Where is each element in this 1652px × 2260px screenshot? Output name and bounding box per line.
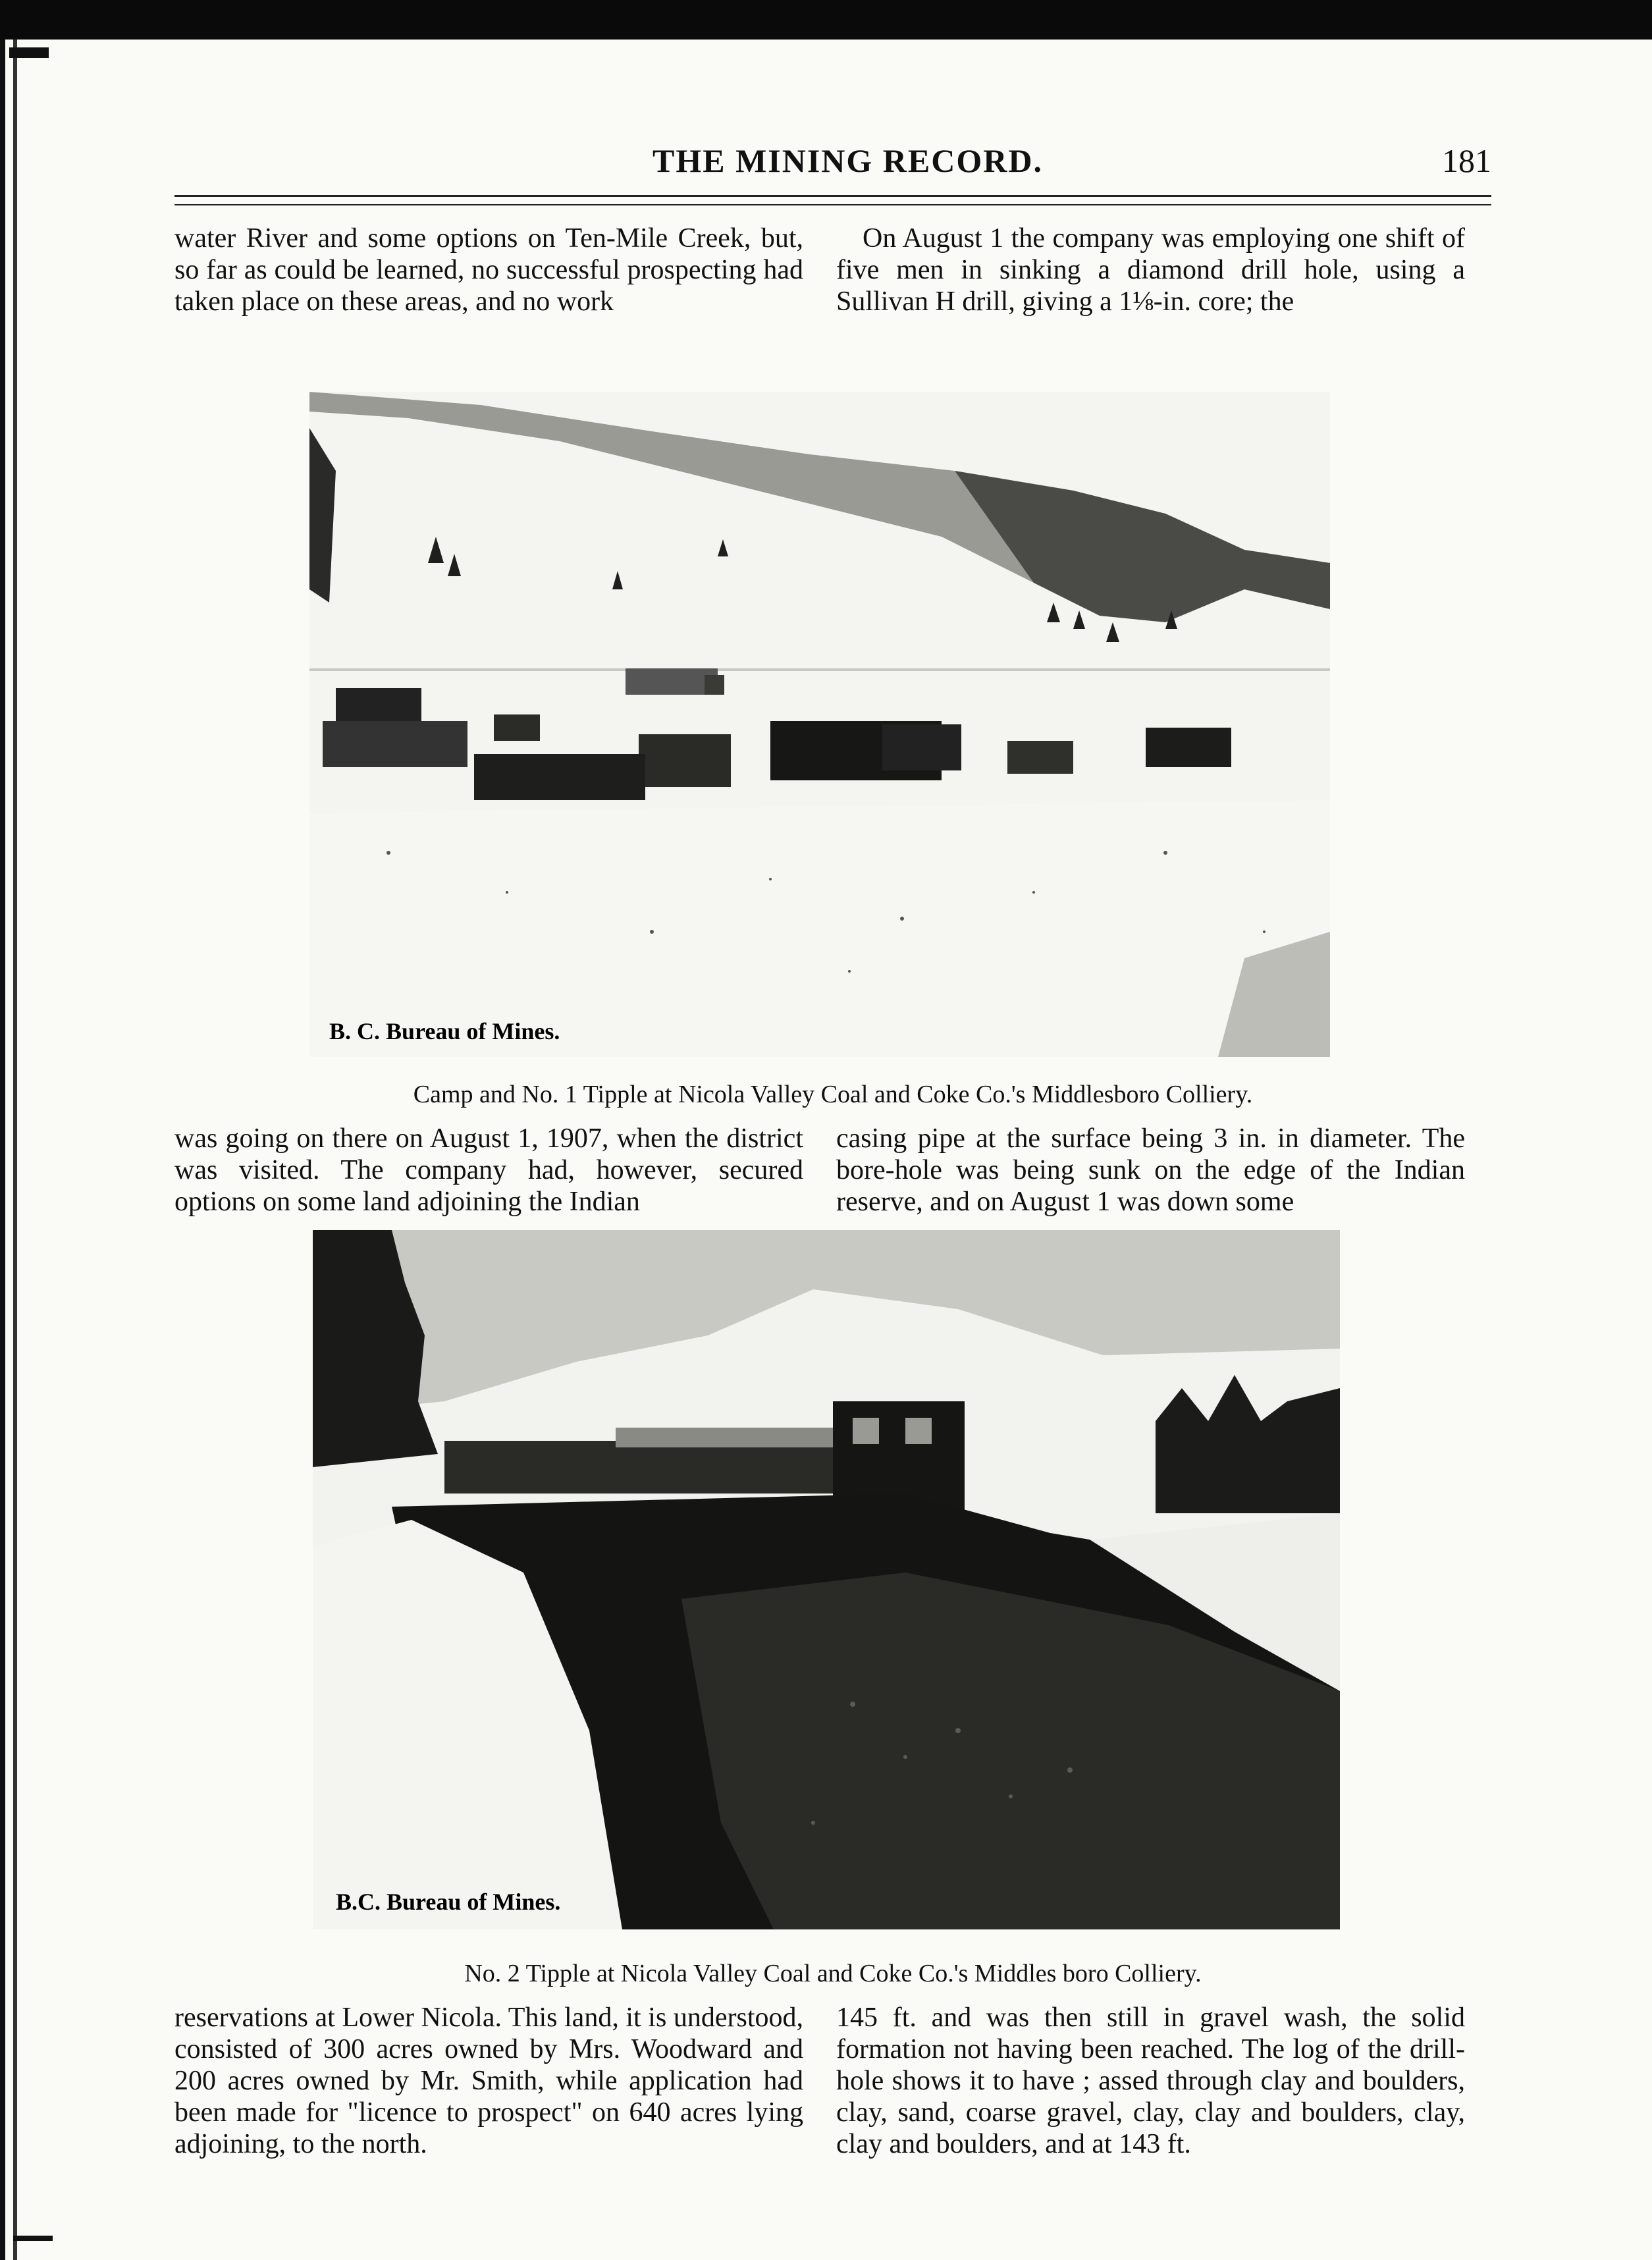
column-left-block-1 (174, 223, 803, 317)
scan-border-mark (13, 2236, 53, 2241)
column-left-block-2 (174, 1123, 803, 1218)
paragraph: 145 ft. and was then still in gravel wash, the solid formation not having been reached. The log of the drill-hole shows it to have ; assed through clay and boulders, clay, sand, coarse gravel, clay, clay and boulders, clay, clay and boulders, and at 143 ft. (836, 2003, 1465, 2159)
column-right-block-1 (836, 223, 1465, 317)
photo-credit: B.C. Bureau of Mines. (336, 1889, 561, 1915)
scan-left-border (0, 40, 59, 2260)
header-rule (174, 195, 1491, 197)
paragraph: was going on there on August 1, 1907, when the district was visited. The company had, however, secured options on some land adjoining the Indian (174, 1123, 803, 1217)
figure-caption: Camp and No. 1 Tipple at Nicola Valley Coal and Coke Co.'s Middlesboro Colliery. (413, 1081, 1253, 1108)
page-number: 181 (1442, 142, 1491, 179)
paragraph: On August 1 the company was employing one shift of five men in sinking a diamond drill hole, using a Sullivan H drill, giving a 1⅛-in. core; the (836, 223, 1465, 317)
photo-tipple-2 (313, 1230, 1340, 1929)
photo-credit: B. C. Bureau of Mines. (329, 1018, 560, 1044)
paragraph: water River and some options on Ten-Mile Creek, but, so far as could be learned, no successful prospecting had taken place on these areas, and no work (174, 223, 803, 317)
column-left-block-3 (174, 2002, 803, 2160)
scan-top-border (0, 0, 1652, 40)
scan-border-mark (9, 47, 49, 58)
column-right-block-2 (836, 1123, 1465, 1218)
figure-caption: No. 2 Tipple at Nicola Valley Coal and Coke Co.'s Middles boro Colliery. (464, 1960, 1202, 1987)
paragraph: reservations at Lower Nicola. This land, it is understood, consisted of 300 acres owned by Mrs. Woodward and 200 acres owned by Mr. Smith, while application had been made for "licence to prospect" on 640 acres lying adjoining, to the north. (174, 2003, 803, 2159)
paragraph: casing pipe at the surface being 3 in. in diameter. The bore-hole was being sunk on the edge of the Indian reserve, and on August 1 was down some (836, 1123, 1465, 1217)
header-rule (174, 204, 1491, 205)
photo-camp-tipple-1 (309, 392, 1330, 1057)
page-header (204, 142, 1491, 188)
running-title: THE MINING RECORD. (653, 142, 1043, 179)
column-right-block-3 (836, 2002, 1465, 2160)
